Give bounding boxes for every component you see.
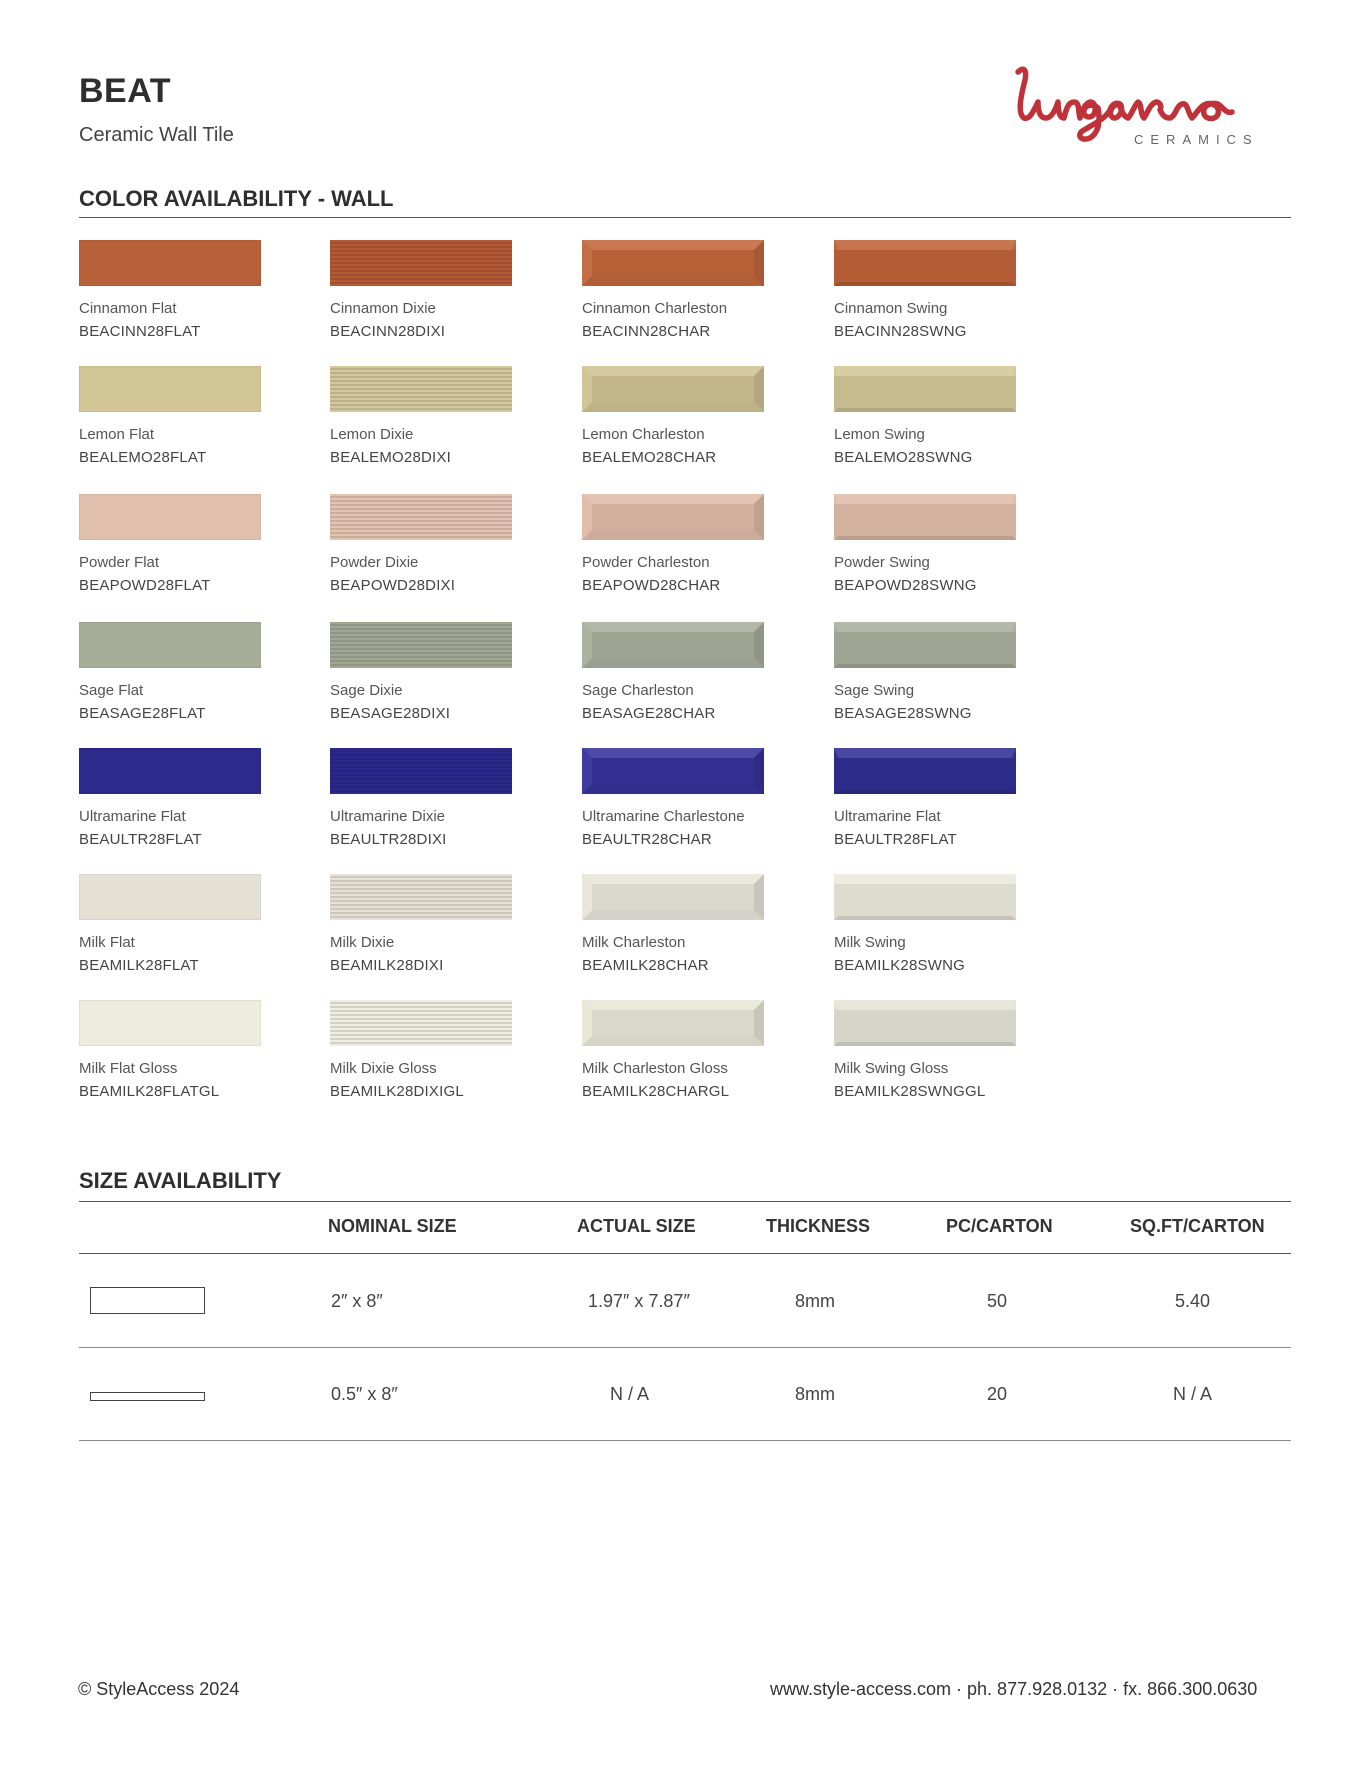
tile-code: BEAMILK28DIXI [330, 957, 444, 974]
tile-name: Sage Dixie [330, 682, 403, 699]
product-title: BEAT [79, 72, 172, 110]
tile-swatch [79, 622, 261, 668]
tile-item [582, 366, 822, 466]
tile-code: BEALEMO28DIXI [330, 449, 451, 466]
logo-subtext: CERAMICS [1134, 132, 1259, 147]
tile-swatch [834, 874, 1016, 920]
tile-name: Milk Dixie Gloss [330, 1060, 437, 1077]
tile-code: BEALEMO28SWNG [834, 449, 973, 466]
tile-item [79, 622, 319, 722]
tile-code: BEASAGE28CHAR [582, 705, 716, 722]
tile-item [330, 1000, 570, 1100]
tile-name: Milk Flat Gloss [79, 1060, 178, 1077]
tile-code: BEAULTR28FLAT [79, 831, 202, 848]
tile-code: BEAULTR28DIXI [330, 831, 447, 848]
tile-code: BEACINN28CHAR [582, 323, 711, 340]
tile-swatch [79, 366, 261, 412]
color-section-title: COLOR AVAILABILITY - WALL [79, 186, 394, 211]
tile-code: BEAULTR28FLAT [834, 831, 957, 848]
size-table-top-rule [79, 1201, 1291, 1202]
tile-swatch [330, 494, 512, 540]
tile-swatch [582, 240, 764, 286]
tile-item [834, 494, 1074, 594]
tile-swatch [834, 240, 1016, 286]
tile-name: Cinnamon Charleston [582, 300, 728, 317]
tile-code: BEAPOWD28DIXI [330, 577, 456, 594]
tile-name: Ultramarine Flat [79, 808, 186, 825]
tile-code: BEAMILK28DIXIGL [330, 1083, 464, 1100]
size-table-row-rule [79, 1347, 1291, 1348]
tile-swatch [79, 748, 261, 794]
tile-item [582, 748, 822, 848]
tile-code: BEAMILK28FLATGL [79, 1083, 220, 1100]
tile-code: BEACINN28DIXI [330, 323, 446, 340]
tile-swatch [79, 1000, 261, 1046]
tile-code: BEAPOWD28SWNG [834, 577, 977, 594]
tile-item [582, 240, 822, 340]
size-table-header-rule [79, 1253, 1291, 1254]
tile-code: BEAULTR28CHAR [582, 831, 712, 848]
tile-swatch [79, 494, 261, 540]
footer-contact: www.style-access.com · ph. 877.928.0132 · fx. 866.300.0630 [770, 1679, 1258, 1699]
tile-item [582, 1000, 822, 1100]
tile-name: Milk Swing Gloss [834, 1060, 949, 1077]
tile-swatch [834, 366, 1016, 412]
tile-swatch [330, 240, 512, 286]
size-table-bottom-rule [79, 1440, 1291, 1441]
header-thickness: THICKNESS [766, 1216, 871, 1236]
tile-swatch [834, 1000, 1016, 1046]
lungarno-ceramics-logo [1010, 62, 1300, 156]
product-subtitle: Ceramic Wall Tile [79, 124, 234, 146]
tile-name: Ultramarine Flat [834, 808, 941, 825]
footer-copyright: © StyleAccess 2024 [78, 1679, 240, 1699]
tile-item [330, 622, 570, 722]
tile-swatch [582, 1000, 764, 1046]
tile-item [330, 494, 570, 594]
tile-name: Lemon Dixie [330, 426, 414, 443]
tile-code: BEACINN28FLAT [79, 323, 201, 340]
tile-swatch [79, 874, 261, 920]
tile-item [79, 1000, 319, 1100]
tile-name: Ultramarine Charlestone [582, 808, 745, 825]
tile-item [834, 1000, 1074, 1100]
tile-name: Milk Dixie [330, 934, 395, 951]
tile-name: Powder Charleston [582, 554, 710, 571]
size-section-title: SIZE AVAILABILITY [79, 1168, 282, 1193]
tile-name: Sage Flat [79, 682, 144, 699]
tile-code: BEAPOWD28CHAR [582, 577, 721, 594]
tile-name: Sage Swing [834, 682, 915, 699]
tile-item [79, 748, 319, 848]
tile-code: BEAMILK28FLAT [79, 957, 199, 974]
tile-swatch [834, 748, 1016, 794]
tile-name: Cinnamon Flat [79, 300, 177, 317]
tile-swatch [582, 748, 764, 794]
tile-name: Powder Flat [79, 554, 160, 571]
tile-swatch [79, 240, 261, 286]
tile-name: Sage Charleston [582, 682, 694, 699]
tile-item [79, 874, 319, 974]
tile-swatch [330, 874, 512, 920]
tile-swatch [582, 494, 764, 540]
tile-item [834, 874, 1074, 974]
tile-name: Cinnamon Swing [834, 300, 948, 317]
tile-code: BEAPOWD28FLAT [79, 577, 211, 594]
tile-code: BEAMILK28CHAR [582, 957, 709, 974]
tile-item [330, 748, 570, 848]
tile-item [834, 748, 1074, 848]
tile-name: Lemon Charleston [582, 426, 705, 443]
row1-pc-carton: 50 [987, 1291, 1008, 1311]
header-pc-carton: PC/CARTON [946, 1216, 1053, 1236]
row2-nominal: 0.5″ x 8″ [331, 1384, 398, 1404]
tile-item [582, 874, 822, 974]
tile-item [330, 874, 570, 974]
tile-swatch [330, 748, 512, 794]
tile-name: Ultramarine Dixie [330, 808, 446, 825]
tile-item [582, 622, 822, 722]
row1-nominal: 2″ x 8″ [331, 1291, 383, 1311]
row2-pc-carton: 20 [987, 1384, 1008, 1404]
tile-name: Powder Dixie [330, 554, 419, 571]
tile-name: Milk Flat [79, 934, 135, 951]
tile-item [834, 366, 1074, 466]
row2-thickness: 8mm [795, 1384, 835, 1404]
tile-swatch [582, 366, 764, 412]
tile-name: Powder Swing [834, 554, 930, 571]
tile-item [834, 240, 1074, 340]
tile-code: BEASAGE28DIXI [330, 705, 451, 722]
row2-actual: N / A [610, 1384, 650, 1404]
header-actual-size: ACTUAL SIZE [577, 1216, 696, 1236]
tile-swatch [330, 366, 512, 412]
row1-thickness: 8mm [795, 1291, 835, 1311]
tile-code: BEAMILK28CHARGL [582, 1083, 730, 1100]
tile-item [79, 240, 319, 340]
tile-shape-2x8 [90, 1287, 205, 1314]
tile-item [79, 366, 319, 466]
tile-item [834, 622, 1074, 722]
tile-shape-05x8 [90, 1392, 205, 1401]
color-section-rule [79, 217, 1291, 218]
row1-actual: 1.97″ x 7.87″ [588, 1291, 690, 1311]
tile-swatch [330, 622, 512, 668]
tile-swatch [834, 622, 1016, 668]
tile-item [79, 494, 319, 594]
tile-swatch [834, 494, 1016, 540]
header-sqft-carton: SQ.FT/CARTON [1130, 1216, 1265, 1236]
header-nominal-size: NOMINAL SIZE [328, 1216, 457, 1236]
tile-code: BEACINN28SWNG [834, 323, 967, 340]
tile-name: Milk Charleston [582, 934, 686, 951]
tile-code: BEASAGE28FLAT [79, 705, 206, 722]
tile-name: Lemon Flat [79, 426, 155, 443]
tile-name: Cinnamon Dixie [330, 300, 436, 317]
tile-name: Milk Swing [834, 934, 906, 951]
tile-item [330, 240, 570, 340]
tile-name: Milk Charleston Gloss [582, 1060, 728, 1077]
tile-item [582, 494, 822, 594]
tile-code: BEALEMO28FLAT [79, 449, 207, 466]
row2-sqft-carton: N / A [1173, 1384, 1213, 1404]
tile-swatch [582, 622, 764, 668]
tile-item [330, 366, 570, 466]
row1-sqft-carton: 5.40 [1175, 1291, 1211, 1311]
tile-name: Lemon Swing [834, 426, 925, 443]
tile-code: BEAMILK28SWNG [834, 957, 965, 974]
tile-code: BEASAGE28SWNG [834, 705, 972, 722]
tile-code: BEALEMO28CHAR [582, 449, 717, 466]
tile-swatch [582, 874, 764, 920]
tile-code: BEAMILK28SWNGGL [834, 1083, 986, 1100]
tile-swatch [330, 1000, 512, 1046]
